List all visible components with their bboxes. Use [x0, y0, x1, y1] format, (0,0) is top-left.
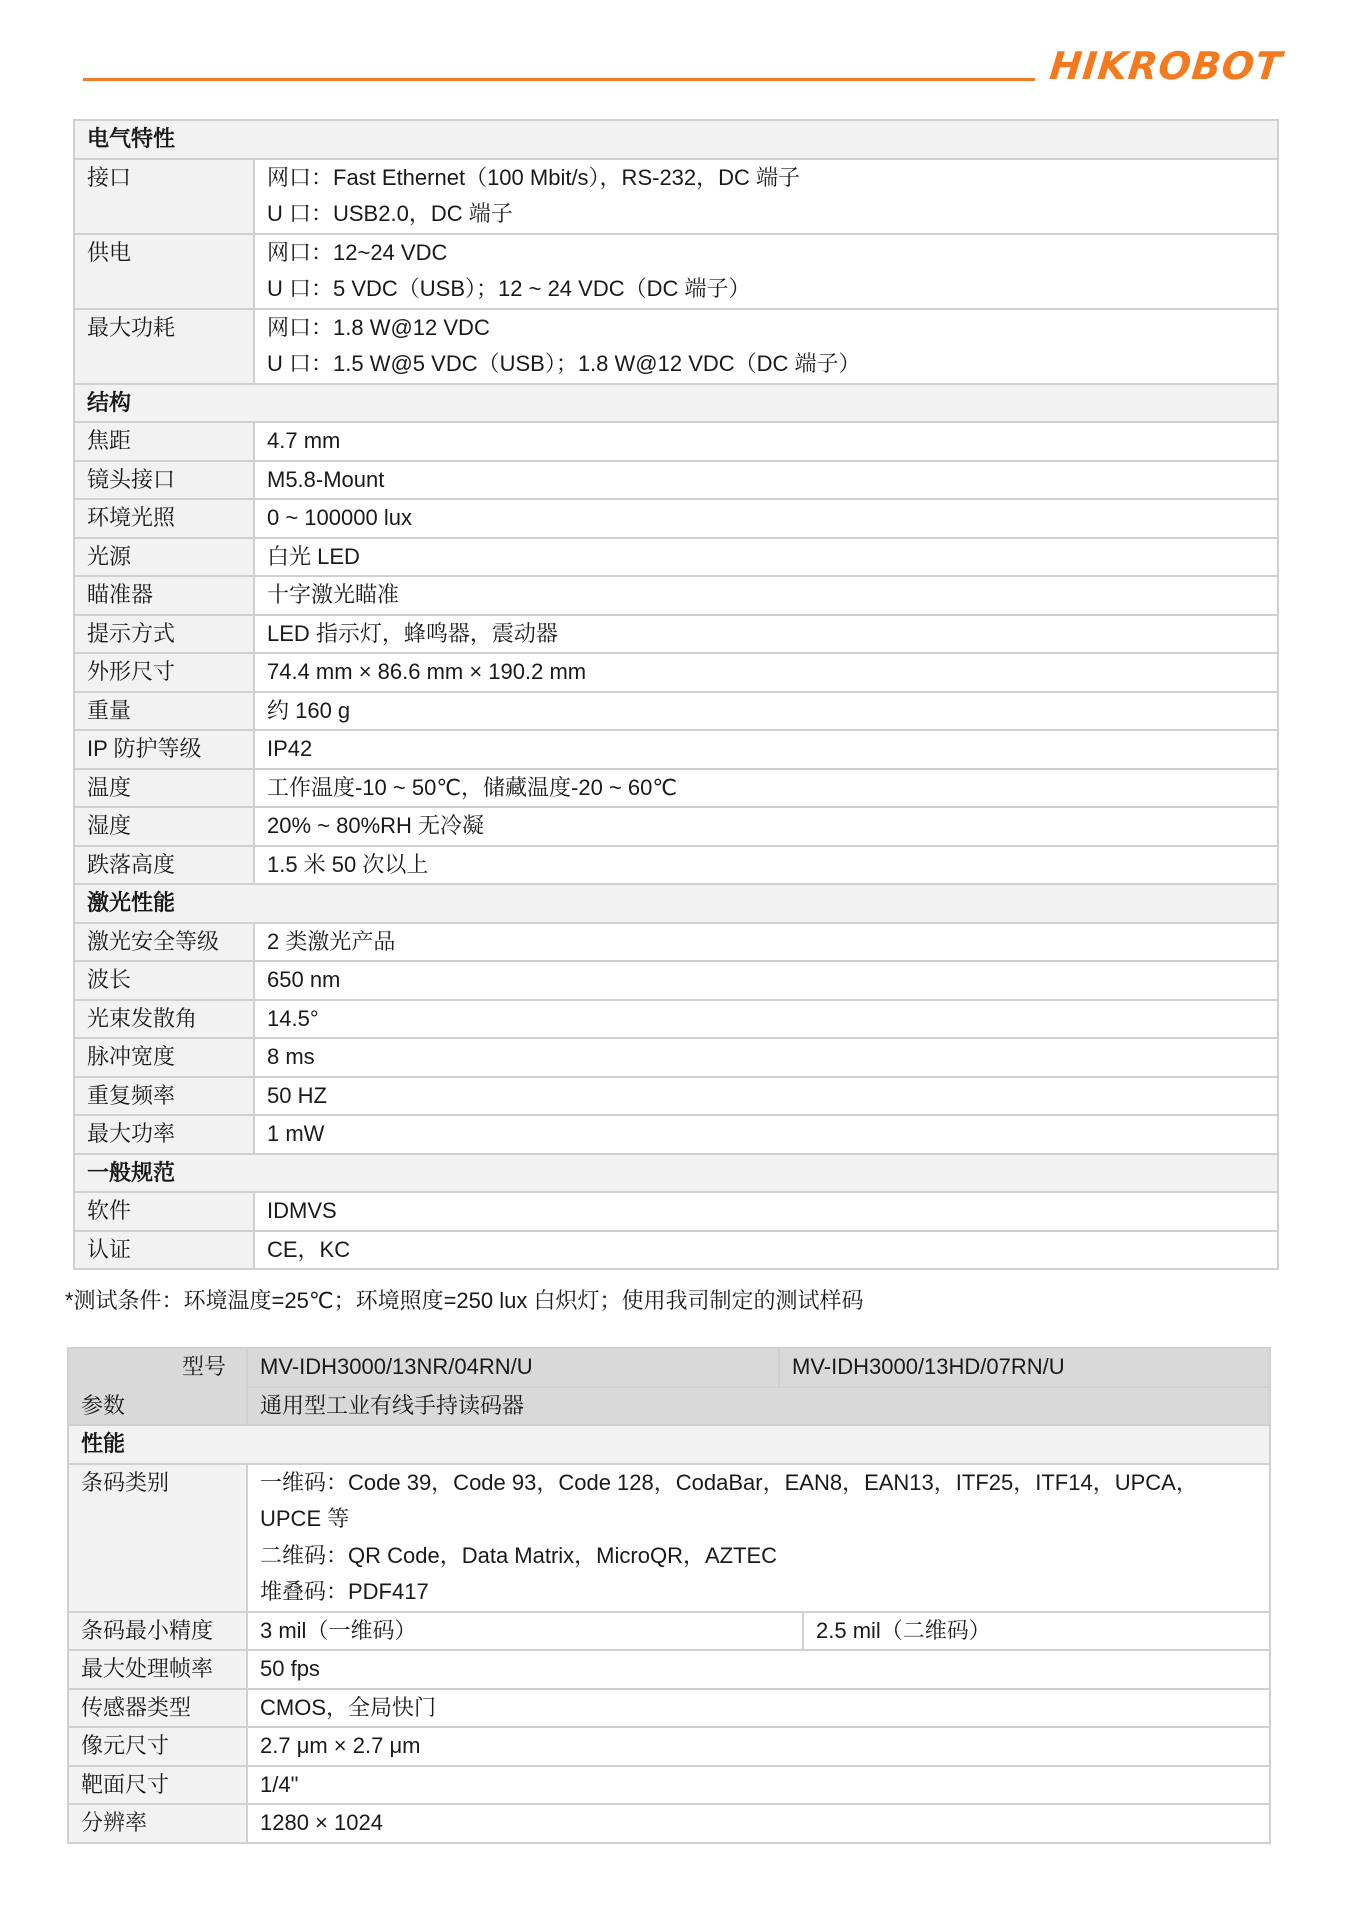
row-label: 焦距	[74, 422, 254, 461]
test-conditions-footnote: *测试条件：环境温度=25℃；环境照度=250 lux 白炽灯；使用我司制定的测试样码	[65, 1288, 864, 1313]
row-value: 50 HZ	[254, 1077, 1278, 1116]
row-label: 传感器类型	[68, 1689, 247, 1728]
section-title: 性能	[68, 1425, 1270, 1464]
row-label: 靶面尺寸	[68, 1766, 247, 1805]
row-label: 接口	[74, 159, 254, 234]
table-row	[74, 692, 1278, 731]
row-label: 湿度	[74, 807, 254, 846]
table-row	[68, 1766, 1270, 1805]
table-row	[74, 1231, 1278, 1270]
row-label: 最大处理帧率	[68, 1650, 247, 1689]
row-value	[254, 309, 1278, 384]
row-label: 外形尺寸	[74, 653, 254, 692]
precision-1d: 3 mil（一维码）	[247, 1612, 803, 1651]
row-value: 1.5 米 50 次以上	[254, 846, 1278, 885]
value-line: UPCE 等	[260, 1506, 350, 1531]
value-line: U 口：1.5 W@5 VDC（USB）；1.8 W@12 VDC（DC 端子）	[267, 351, 861, 376]
row-label: 镜头接口	[74, 461, 254, 500]
row-label: 提示方式	[74, 615, 254, 654]
row-value: LED 指示灯，蜂鸣器，震动器	[254, 615, 1278, 654]
row-label: 环境光照	[74, 499, 254, 538]
table-row	[68, 1464, 1270, 1612]
value-line: 网口：Fast Ethernet（100 Mbit/s），RS-232，DC 端子	[267, 164, 801, 190]
product-type-row	[68, 1387, 1270, 1426]
row-value: 4.7 mm	[254, 422, 1278, 461]
row-label: 重复频率	[74, 1077, 254, 1116]
table-row	[68, 1804, 1270, 1843]
table-row	[74, 961, 1278, 1000]
table-row	[68, 1650, 1270, 1689]
value-line: 堆叠码：PDF417	[260, 1579, 429, 1604]
table-row	[74, 846, 1278, 885]
table-row	[74, 615, 1278, 654]
table-row	[74, 234, 1278, 309]
row-label: 脉冲宽度	[74, 1038, 254, 1077]
value-line: 网口：1.8 W@12 VDC	[267, 314, 490, 340]
table-row	[74, 1077, 1278, 1116]
table-row	[74, 499, 1278, 538]
row-label: 光源	[74, 538, 254, 577]
table-row	[74, 1192, 1278, 1231]
row-label: 像元尺寸	[68, 1727, 247, 1766]
table-row	[74, 159, 1278, 234]
value-line: U 口：USB2.0，DC 端子	[267, 201, 513, 226]
row-value: 50 fps	[247, 1650, 1270, 1689]
table-row	[68, 1612, 1270, 1651]
spec-table	[73, 119, 1279, 1270]
row-label: 软件	[74, 1192, 254, 1231]
row-value: 0 ~ 100000 lux	[254, 499, 1278, 538]
row-label: 光束发散角	[74, 1000, 254, 1039]
table-row	[68, 1689, 1270, 1728]
table-row	[74, 1115, 1278, 1154]
row-value: IP42	[254, 730, 1278, 769]
model-spec-table	[67, 1347, 1271, 1844]
value-line: 一维码：Code 39，Code 93，Code 128，CodaBar，EAN8，EAN13，ITF25，ITF14，UPCA，	[260, 1469, 1198, 1495]
row-label: 条码最小精度	[68, 1612, 247, 1651]
row-value: 20% ~ 80%RH 无冷凝	[254, 807, 1278, 846]
row-label: 条码类别	[68, 1464, 247, 1612]
row-value: 十字激光瞄准	[254, 576, 1278, 615]
row-value: CE，KC	[254, 1231, 1278, 1270]
brand-logo: HIKROBOT	[1047, 44, 1285, 88]
row-value: 2 类激光产品	[254, 923, 1278, 962]
product-type: 通用型工业有线手持读码器	[247, 1387, 1270, 1426]
row-value	[254, 234, 1278, 309]
row-value: 14.5°	[254, 1000, 1278, 1039]
row-label: 分辨率	[68, 1804, 247, 1843]
corner-label-params: 参数	[81, 1392, 126, 1418]
row-label: 激光安全等级	[74, 923, 254, 962]
model-name-1: MV-IDH3000/13NR/04RN/U	[247, 1348, 779, 1387]
row-label: 认证	[74, 1231, 254, 1270]
row-value: 白光 LED	[254, 538, 1278, 577]
row-value: M5.8-Mount	[254, 461, 1278, 500]
row-label: 瞄准器	[74, 576, 254, 615]
table-row	[74, 769, 1278, 808]
corner-label-model: 型号	[181, 1354, 226, 1379]
section-title: 电气特性	[74, 120, 1278, 159]
diagonal-header-cell	[68, 1348, 247, 1425]
row-value	[254, 159, 1278, 234]
table-row	[74, 422, 1278, 461]
table-row	[68, 1727, 1270, 1766]
table-row	[74, 653, 1278, 692]
header-rule	[83, 78, 1035, 81]
section-row-general	[74, 1154, 1278, 1193]
table-row	[74, 538, 1278, 577]
row-label: 最大功率	[74, 1115, 254, 1154]
table-row	[74, 730, 1278, 769]
row-value: 1280 × 1024	[247, 1804, 1270, 1843]
row-label: 最大功耗	[74, 309, 254, 384]
row-value: CMOS，全局快门	[247, 1689, 1270, 1728]
section-row-performance	[68, 1425, 1270, 1464]
section-title: 结构	[74, 384, 1278, 423]
section-title: 激光性能	[74, 884, 1278, 923]
row-value: 约 160 g	[254, 692, 1278, 731]
precision-2d: 2.5 mil（二维码）	[803, 1612, 1270, 1651]
table-row	[74, 309, 1278, 384]
model-name-2: MV-IDH3000/13HD/07RN/U	[779, 1348, 1270, 1387]
row-value: IDMVS	[254, 1192, 1278, 1231]
section-title: 一般规范	[74, 1154, 1278, 1193]
row-value: 1 mW	[254, 1115, 1278, 1154]
section-row-electrical	[74, 120, 1278, 159]
table-row	[74, 807, 1278, 846]
row-label: IP 防护等级	[74, 730, 254, 769]
row-value	[247, 1464, 1270, 1612]
section-row-laser	[74, 884, 1278, 923]
value-line: U 口：5 VDC（USB）；12 ~ 24 VDC（DC 端子）	[267, 276, 751, 301]
row-value: 2.7 μm × 2.7 μm	[247, 1727, 1270, 1766]
row-value: 1/4"	[247, 1766, 1270, 1805]
row-value: 74.4 mm × 86.6 mm × 190.2 mm	[254, 653, 1278, 692]
value-line: 二维码：QR Code，Data Matrix，MicroQR，AZTEC	[260, 1542, 778, 1568]
row-value: 650 nm	[254, 961, 1278, 1000]
section-row-structure	[74, 384, 1278, 423]
row-value: 8 ms	[254, 1038, 1278, 1077]
table-row	[74, 923, 1278, 962]
row-label: 重量	[74, 692, 254, 731]
row-label: 温度	[74, 769, 254, 808]
row-value: 工作温度-10 ~ 50℃，储藏温度-20 ~ 60℃	[254, 769, 1278, 808]
value-line: 网口：12~24 VDC	[267, 239, 448, 265]
table-row	[74, 1000, 1278, 1039]
row-label: 供电	[74, 234, 254, 309]
model-header-row	[68, 1348, 1270, 1387]
table-row	[74, 461, 1278, 500]
row-label: 跌落高度	[74, 846, 254, 885]
row-label: 波长	[74, 961, 254, 1000]
table-row	[74, 576, 1278, 615]
table-row	[74, 1038, 1278, 1077]
